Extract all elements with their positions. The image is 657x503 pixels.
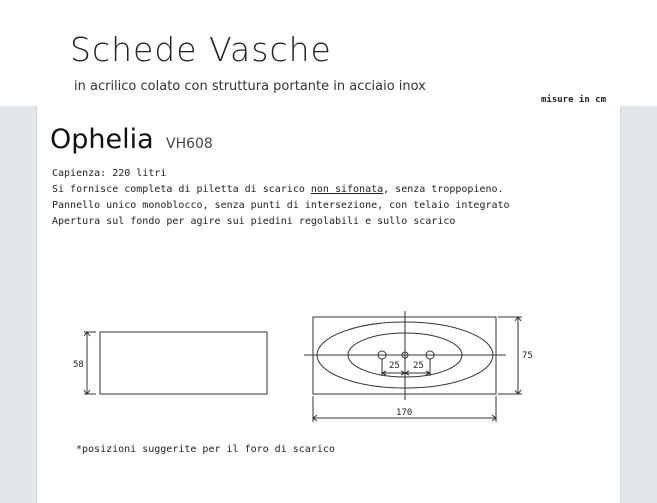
drain-offset-left-label: 25 bbox=[389, 361, 400, 371]
length-label: 170 bbox=[396, 408, 413, 418]
footnote: *posizioni suggerite per il foro di scarico bbox=[76, 444, 335, 455]
side-view-outline bbox=[100, 332, 267, 394]
model-name: Ophelia bbox=[50, 124, 154, 155]
model-code: VH608 bbox=[166, 136, 213, 152]
spec-drain-text: Si fornisce completa di piletta di scarico bbox=[52, 184, 311, 195]
spec-drain-underlined: non sifonata bbox=[310, 184, 384, 195]
units-note: misure in cm bbox=[541, 95, 607, 105]
spec-access: Apertura sul fondo per agire sui piedini regolabili e sullo scarico bbox=[52, 216, 456, 227]
drain-offset-right-label: 25 bbox=[413, 361, 424, 371]
document-subtitle: in acrilico colato con struttura portante in acciaio inox bbox=[74, 79, 426, 94]
spec-drain-text-end: , senza troppopieno. bbox=[383, 184, 504, 195]
spec-panel: Pannello unico monoblocco, senza punti di intersezione, con telaio integrato bbox=[52, 200, 510, 211]
side-height-label: 58 bbox=[73, 360, 84, 370]
spec-capacity: Capienza: 220 litri bbox=[52, 168, 167, 179]
depth-label: 75 bbox=[522, 351, 533, 361]
document-title: Schede Vasche bbox=[70, 30, 332, 69]
